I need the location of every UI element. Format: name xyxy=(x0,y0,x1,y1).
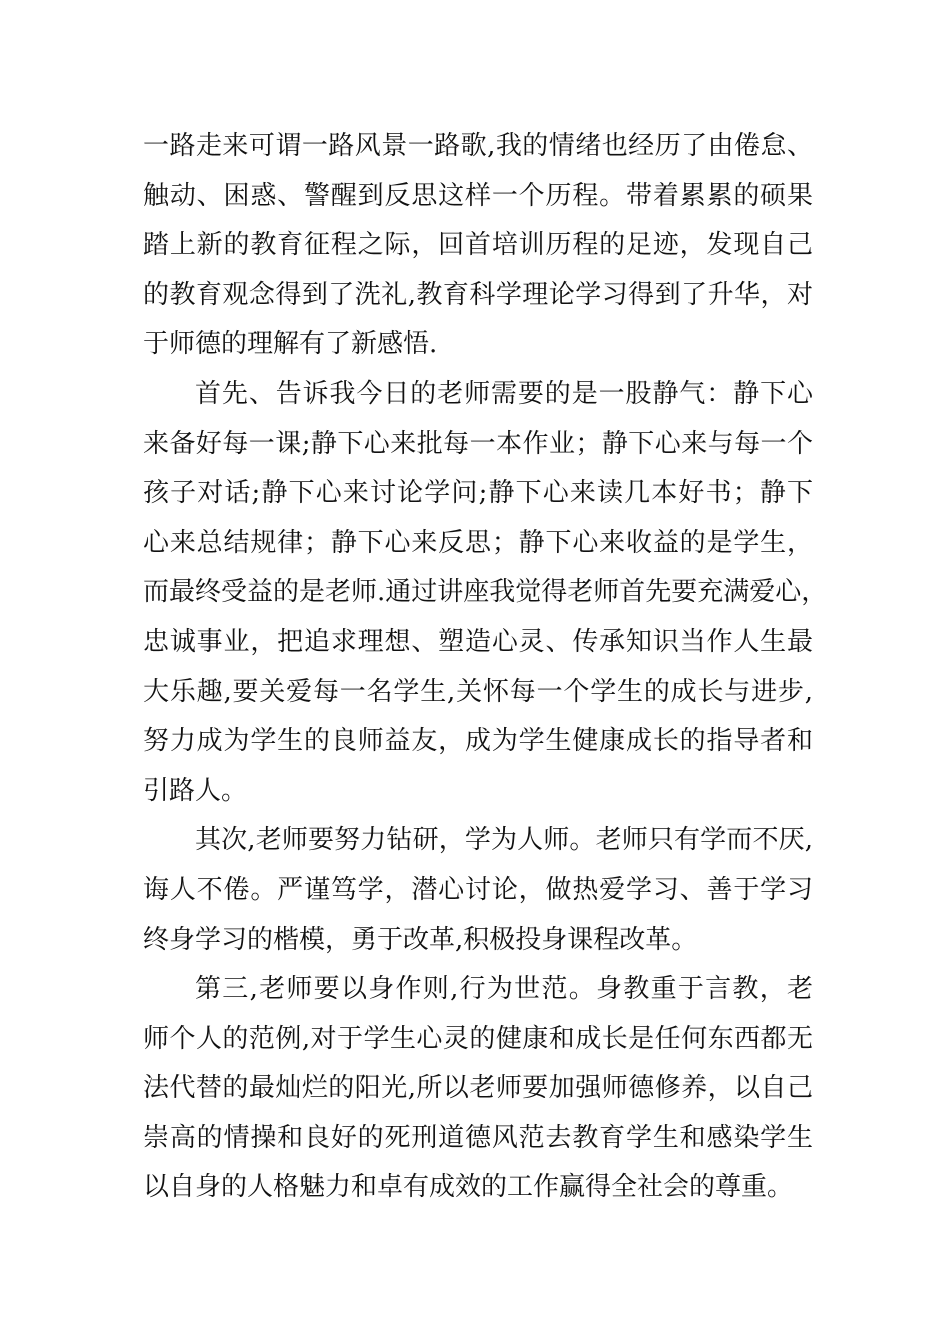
text-line: 忠诚事业，把追求理想、塑造心灵、传承知识当作人生最 xyxy=(143,626,813,657)
text-line: 触动、困惑、警醒到反思这样一个历程。带着累累的硕果 xyxy=(143,180,813,211)
paragraph-4 xyxy=(143,965,813,1213)
text-line: 其次,老师要努力钻研，学为人师。老师只有学而不厌, xyxy=(195,825,813,856)
text-line: 踏上新的教育征程之际，回首培训历程的足迹，发现自己 xyxy=(143,230,813,261)
text-line: 师个人的范例,对于学生心灵的健康和成长是任何东西都无 xyxy=(143,1023,813,1054)
text-line: 于师德的理解有了新感悟. xyxy=(143,329,438,360)
text-line: 以自身的人格魅力和卓有成效的工作赢得全社会的尊重。 xyxy=(143,1172,794,1203)
text-line: 来备好每一课;静下心来批每一本作业；静下心来与每一个 xyxy=(143,428,813,459)
text-line: 崇高的情操和良好的死刑道德风范去教育学生和感染学生 xyxy=(143,1122,813,1153)
text-line: 首先、告诉我今日的老师需要的是一股静气：静下心 xyxy=(195,378,813,409)
paragraph-1 xyxy=(143,122,813,370)
text-line: 孩子对话;静下心来讨论学问;静下心来读几本好书；静下 xyxy=(143,478,813,509)
text-line: 法代替的最灿烂的阳光,所以老师要加强师德修养，以自己 xyxy=(143,1073,813,1104)
text-line: 的教育观念得到了洗礼,教育科学理论学习得到了升华，对 xyxy=(143,279,813,310)
text-line: 引路人。 xyxy=(143,775,248,806)
text-line: 一路走来可谓一路风景一路歌,我的情绪也经历了由倦怠、 xyxy=(143,131,813,161)
document-page xyxy=(143,122,828,1213)
paragraph-2 xyxy=(143,370,828,816)
text-line: 第三,老师要以身作则,行为世范。身教重于言教，老 xyxy=(195,974,813,1005)
paragraph-3 xyxy=(143,816,813,965)
text-line: 终身学习的楷模，勇于改革,积极投身课程改革。 xyxy=(143,924,698,955)
text-line: 努力成为学生的良师益友，成为学生健康成长的指导者和 xyxy=(143,726,813,757)
text-line: 诲人不倦。严谨笃学，潜心讨论，做热爱学习、善于学习 xyxy=(143,874,813,905)
text-line: 大乐趣,要关爱每一名学生,关怀每一个学生的成长与进步, xyxy=(143,676,813,707)
text-line: 而最终受益的是老师.通过讲座我觉得老师首先要充满爱心， xyxy=(143,577,828,608)
text-line: 心来总结规律；静下心来反思；静下心来收益的是学生， xyxy=(143,527,813,558)
